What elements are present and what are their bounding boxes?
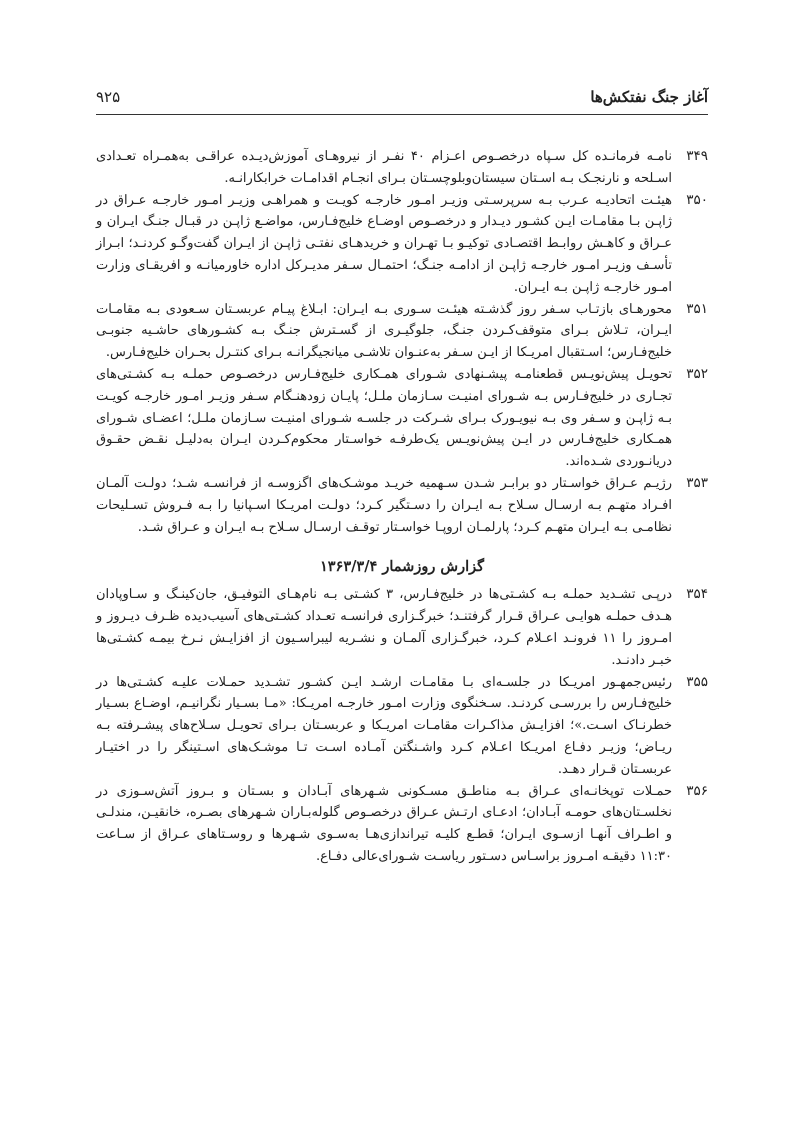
entry-number: ۳۵۱ — [686, 300, 708, 317]
header-rule — [96, 114, 708, 115]
entry-356 — [96, 781, 708, 868]
entry-number: ۳۵۵ — [686, 673, 708, 690]
entry-text: رژیـم عـراق خواسـتار دو برابـر شـدن سـهمیه خریـد موشـک‌های اگزوسـه از فرانسـه شـد؛ دولـت آلمـان افـراد متهـم بـه ارسـال سـلاح بـه ایـران را دسـتگیر کـرد؛ دولـت امریـکا اسـپانیا را بـه فـروش تسـلیحات نظامـی بـه ایـران متهـم کـرد؛ پارلمـان اروپـا خواسـتار توقـف ارسـال سـلاح بـه ایـران و عـراق شـد. — [96, 475, 672, 535]
entry-number: ۳۵۴ — [686, 586, 708, 603]
entry-349 — [96, 146, 708, 190]
entry-text: هیئـت اتحادیـه عـرب بـه سرپرسـتی وزیـر امـور خارجـه کویـت و همراهـی وزیـر امـور خارجـه عـراق در ژاپـن بـا مقامـات ایـن کشـور دیـدار و درخصـوص اوضـاع خلیج‌فـارس، مواضـع ژاپـن در قبـال جنـگ ایـران و عـراق و کاهـش روابـط اقتصـادی توکیـو بـا تهـران و خریدهـای نفتـی ژاپـن از ایـران گفت‌وگـو کردنـد؛ ابـراز تأسـف وزیـر امـور خارجـه ژاپـن از ادامـه جنـگ؛ احتمـال سـفر مدیـرکل اداره خاورمیانـه و افریقـای وزارت امـور خارجـه ژاپـن بـه ایـران. — [96, 192, 672, 295]
page-body — [96, 146, 708, 868]
entry-text: نامـه فرمانـده کل سـپاه درخصـوص اعـزام ۴۰ نفـر از نیروهـای آموزش‌دیـده عراقـی به‌همـراه تعـدادی اسـلحه و نارنجـک بـه اسـتان سیستان‌وبلوچسـتان بـرای انجـام اقدامـات خرابکارانـه. — [96, 149, 672, 186]
entry-355 — [96, 672, 708, 781]
page-number: ۹۲۵ — [96, 88, 121, 106]
entry-text: حمـلات توپخانـه‌ای عـراق بـه مناطـق مسـکونی شـهرهای آبـادان و بسـتان و بـروز آتش‌سـوزی در نخلسـتان‌های حومـه آبـادان؛ ادعـای ارتـش عـراق درخصـوص گلوله‌بـاران شـهرهای بصـره، خانقیـن، مندلـی و اطـراف آنهـا ازسـوی ایـران؛ قطـع کلیـه تیراندازی‌هـا به‌سـوی شـهرها و روسـتاهای عـراق از سـاعت ۱۱:۳۰ دقیقـه امـروز براسـاس دسـتور ریاسـت شـورای‌عالی دفـاع. — [96, 783, 672, 864]
entry-352 — [96, 364, 708, 473]
page-header — [96, 88, 708, 116]
entry-text: رئیس‌جمهـور امریـکا در جلسـه‌ای بـا مقامـات ارشـد ایـن کشـور تشـدید حمـلات علیـه کشـتی‌ها در خلیج‌فـارس را بررسـی کردنـد. سـخنگوی وزارت امـور خارجـه امریـکا: «مـا بسـیار نگرانیـم، اوضـاع بسـیار خطرنـاک اسـت.»؛ افزایـش مذاکـرات مقامـات امریـکا و عربسـتان بـرای تحویـل سـلاح‌های پیشـرفته بـه ریـاض؛ وزیـر دفـاع امریـکا اعـلام کـرد واشـنگتن آمـاده اسـت تـا موشـک‌های اسـتینگر را در اختیـار عربسـتان قـرار دهـد. — [96, 674, 672, 777]
entry-number: ۳۵۳ — [686, 474, 708, 491]
entry-text: درپـی تشـدید حملـه بـه کشـتی‌ها در خلیج‌فـارس، ۳ کشـتی بـه نام‌هـای التوفیـق، جان‌کینـگ و سـاوپادان هـدف حملـه هوایـی عـراق قـرار گرفتنـد؛ خبرگـزاری فرانسـه تعـداد کشـتی‌های آسیب‌دیده ظـرف دیـروز و امـروز را ۱۱ فرونـد اعـلام کـرد، خبرگـزاری آلمـان و نشـریه لیبراسـیون از افزایـش نـرخ بیمـه کشـتی‌ها خبـر دادنـد. — [96, 587, 672, 668]
entry-350 — [96, 190, 708, 299]
running-title: آغاز جنگ نفتکش‌ها — [590, 88, 708, 106]
entry-354 — [96, 584, 708, 671]
entry-351 — [96, 299, 708, 364]
entry-number: ۳۵۲ — [686, 365, 708, 382]
entry-text: تحویـل پیش‌نویـس قطعنامـه پیشـنهادی شـورای همـکاری خلیج‌فـارس درخصـوص حملـه بـه کشـتی‌های تجـاری در خلیج‌فـارس بـه شـورای امنیـت سـازمان ملـل؛ پایـان زودهنـگام سـفر وزیـر امـور خارجـه کویـت بـه ژاپـن و سـفر وی بـه نیویـورک بـرای شـرکت در جلسـه شـورای امنیـت سـازمان ملـل؛ اعضـای شـورای همـکاری خلیج‌فـارس در ایـن پیش‌نویـس یک‌طرفـه خواسـتار محکوم‌کـردن ایـران به‌دلیـل نقـض حقـوق دریانـوردی شـده‌اند. — [96, 366, 672, 470]
entry-text: محورهـای بازتـاب سـفر روز گذشـته هیئـت سـوری بـه ایـران: ابـلاغ پیـام عربسـتان سـعودی بـه مقامـات ایـران، تـلاش بـرای متوقف‌کـردن جنـگ، جلوگیـری از گسـترش جنـگ بـه کشـورهای حاشـیه جنوبـی خلیج‌فـارس؛ اسـتقبال امریـکا از ایـن سـفر به‌عنـوان تلاشـی میانجیگرانـه بـرای کنتـرل بحـران خلیج‌فـارس. — [96, 301, 672, 361]
entry-353 — [96, 473, 708, 538]
entry-number: ۳۵۰ — [686, 191, 708, 208]
section-title: گزارش روزشمار ۱۳۶۳/۳/۴ — [319, 558, 485, 576]
entry-number: ۳۴۹ — [686, 148, 708, 164]
entry-number: ۳۵۶ — [686, 782, 708, 799]
